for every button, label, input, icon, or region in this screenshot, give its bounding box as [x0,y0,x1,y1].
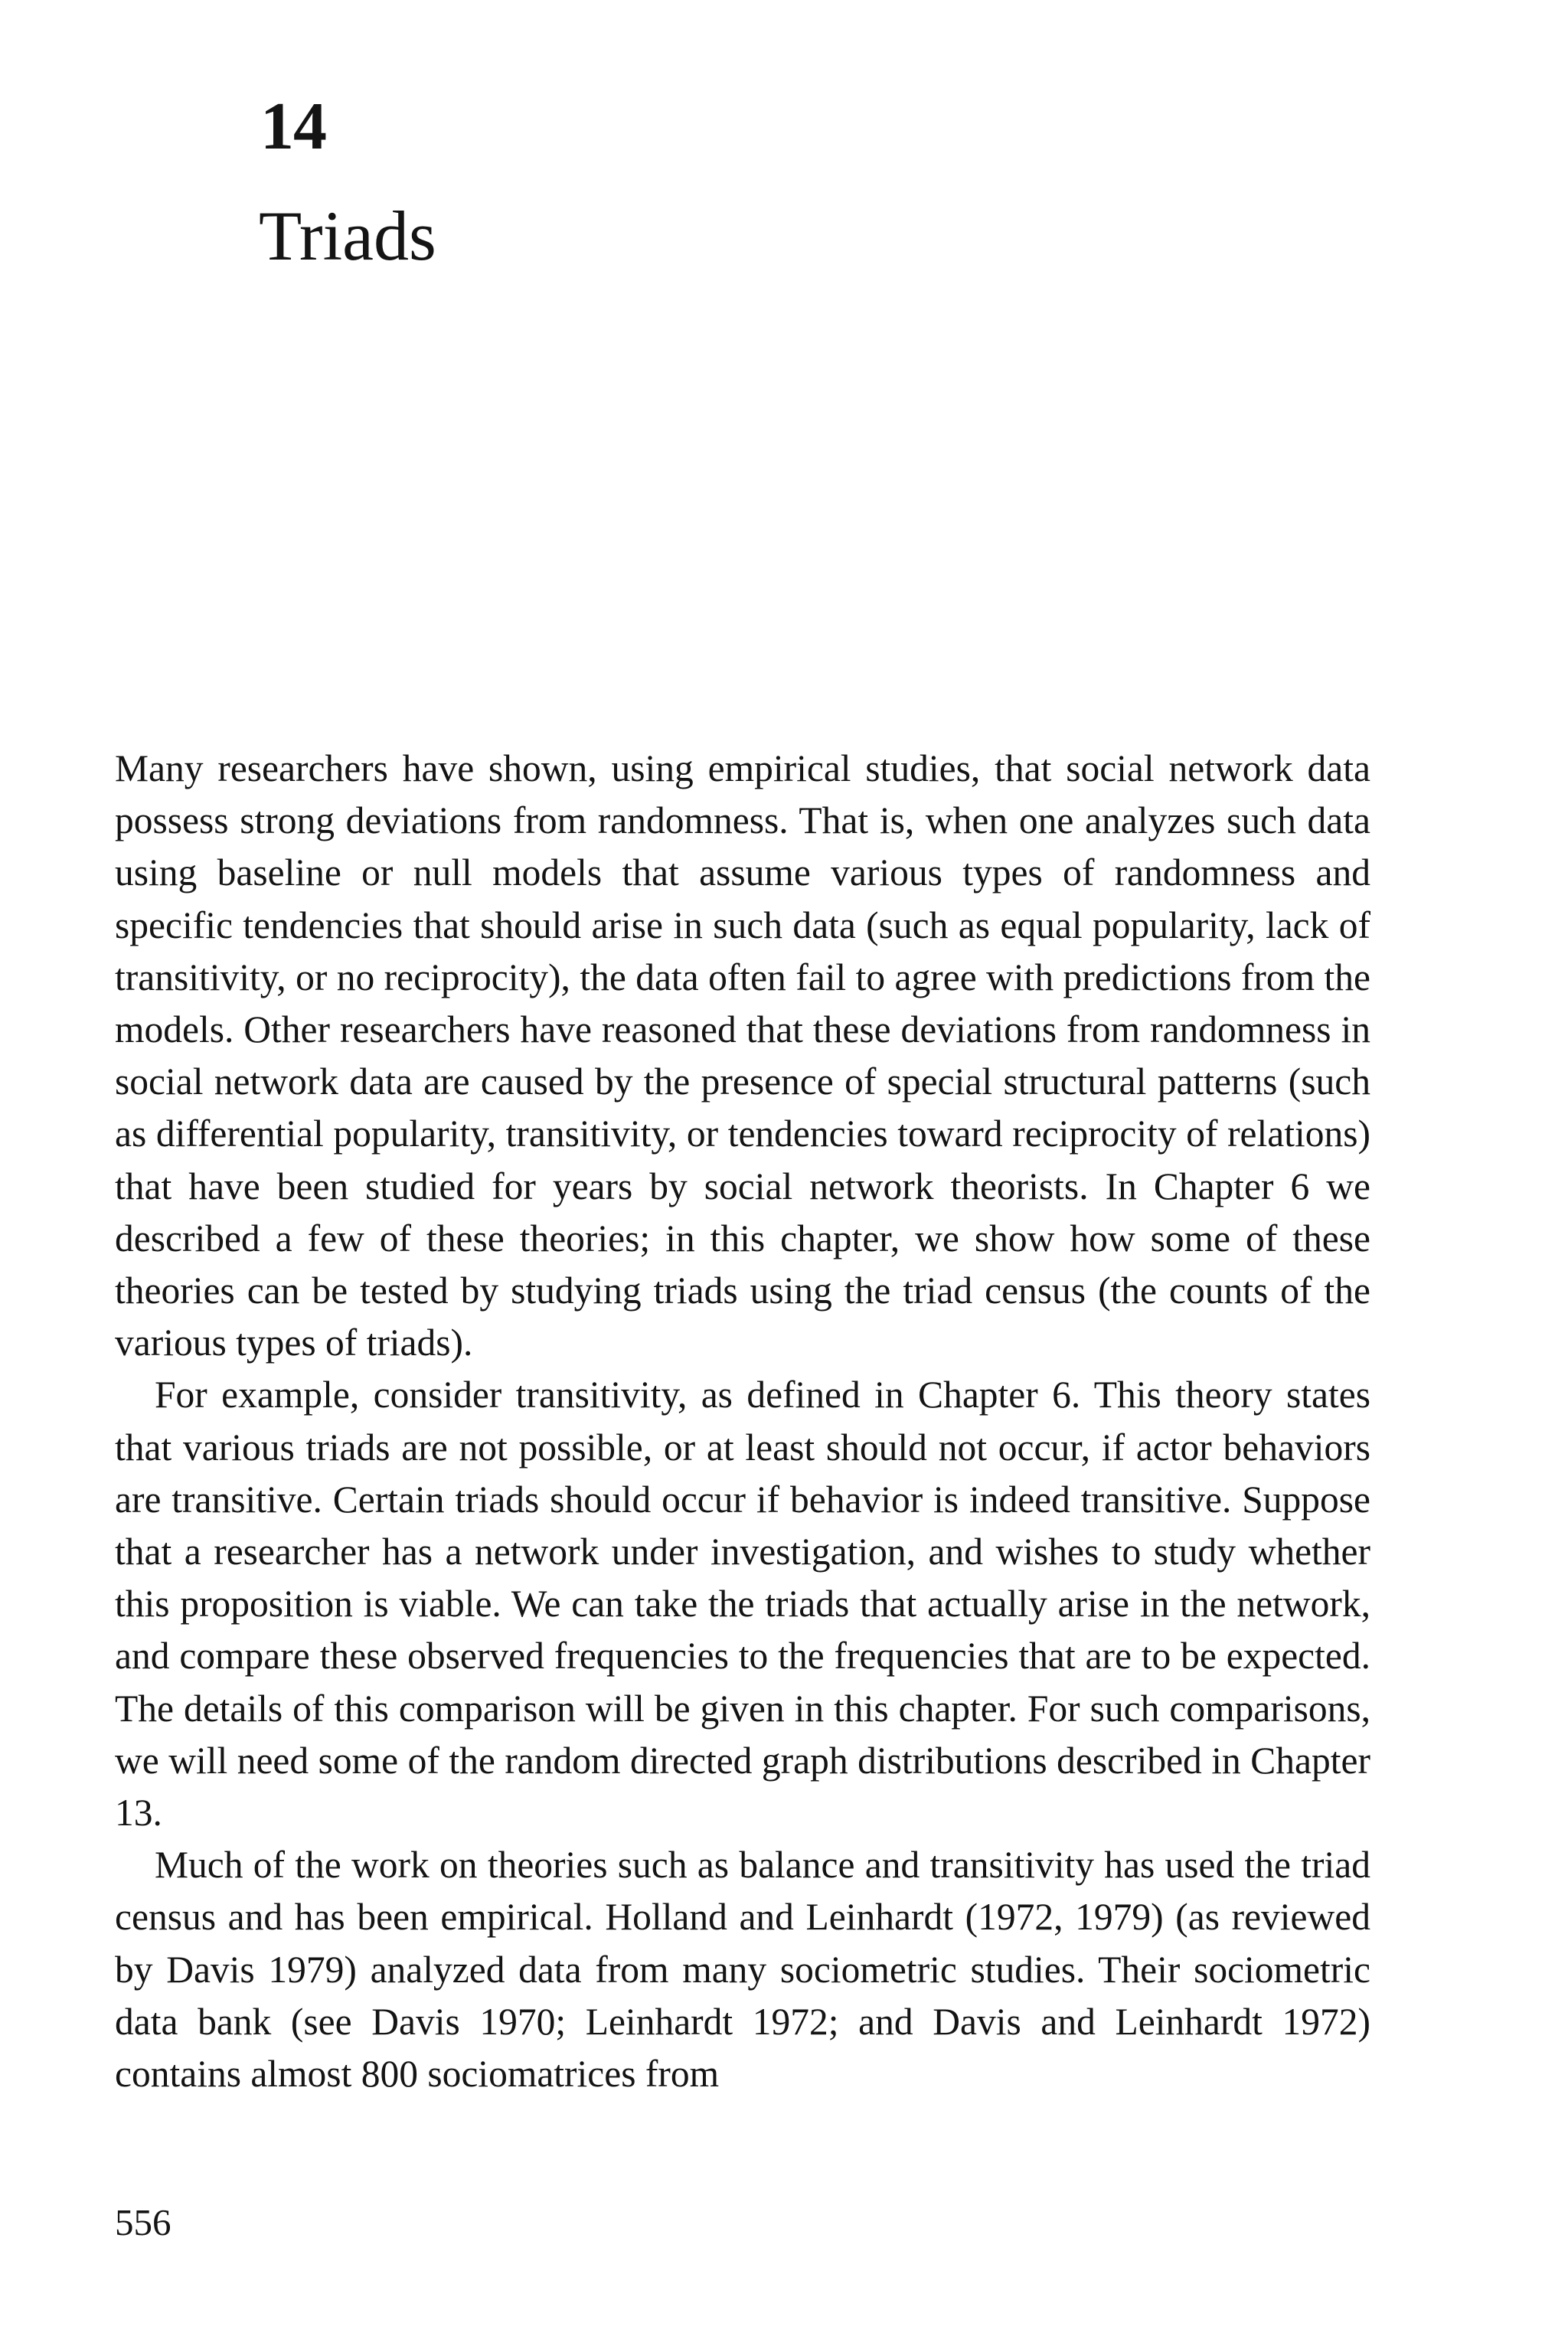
chapter-number: 14 [260,90,326,164]
body-text [115,743,1370,2100]
paragraph-3: Much of the work on theories such as balance and transitivity has used the triad census and has been empirical. Holland and Leinhardt (1972, 1979) (as reviewed by Davis 1979) analyzed data from many sociometric studies. Their sociometric data bank (see Davis 1970; Leinhardt 1972; and Davis and Leinhardt 1972) contains almost 800 sociomatrices from [115,1844,1370,2096]
paragraph-1: Many researchers have shown, using empirical studies, that social network data possess strong deviations from randomness. That is, when one analyzes such data using baseline or null models that assume various types of randomness and specific tendencies that should arise in such data (such as equal popularity, lack of transitivity, or no reciprocity), the data often fail to agree with predictions from the models. Other researchers have reasoned that these deviations from randomness in social network data are caused by the presence of special structural patterns (such as differential popularity, transitivity, or tendencies toward reciprocity of relations) that have been studied for years by social network theorists. In Chapter 6 we described a few of these theories; in this chapter, we show how some of these theories can be tested by studying triads using the triad census (the counts of the various types of triads). [115,747,1370,1364]
chapter-title: Triads [259,197,436,275]
paragraph-2: For example, consider transitivity, as defined in Chapter 6. This theory states that various triads are not possible, or at least should not occur, if actor behaviors are transitive. Certain triads should occur if behavior is indeed transitive. Suppose that a researcher has a network under investigation, and wishes to study whether this proposition is viable. We can take the triads that actually arise in the network, and compare these observed frequencies to the frequencies that are to be expected. The details of this comparison will be given in this chapter. For such comparisons, we will need some of the random directed graph distributions described in Chapter 13. [115,1374,1370,1834]
page-number: 556 [115,2201,172,2243]
